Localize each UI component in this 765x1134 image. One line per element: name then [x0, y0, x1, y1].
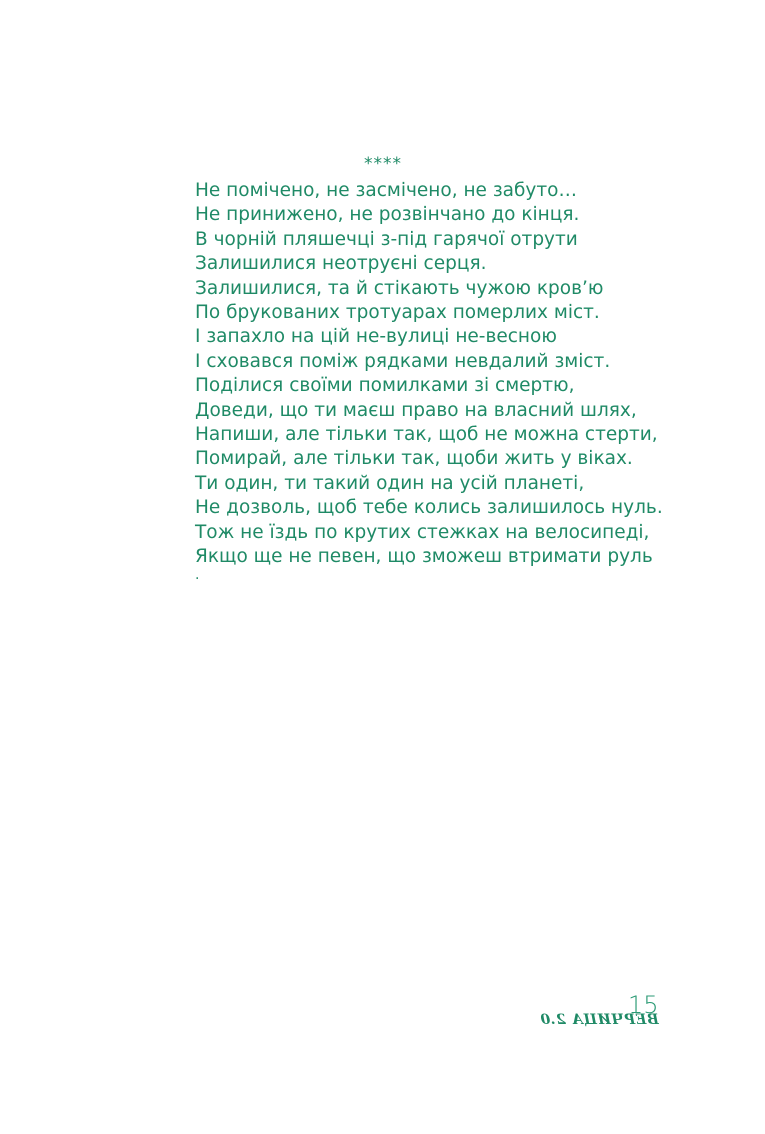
- poem-line: Якщо ще не певен, що зможеш втримати руль: [195, 546, 653, 568]
- poem-line: По брукованих тротуарах померлих міст.: [195, 302, 600, 324]
- poem-line: Напиши, але тільки так, щоб не можна стерти,: [195, 424, 658, 446]
- page-number: 15: [628, 991, 659, 1019]
- poem-line: Залишилися неотруєні серця.: [195, 253, 487, 275]
- poem-line: Не помічено, не засмічено, не забуто…: [195, 180, 577, 201]
- poem-line: І запахло на цій не-вулиці не-весною: [195, 326, 557, 348]
- poem-line: Не дозволь, щоб тебе колись залишилось нуль.: [195, 497, 663, 519]
- poem-trailing-dot: .: [195, 566, 200, 583]
- poem-line: Тож не їздь по крутих стежках на велосипеді,: [195, 521, 650, 543]
- publisher-logo: ВЕРЧИЦА 2.0: [540, 1012, 659, 1028]
- poem-line: Ти один, ти такий один на усій планеті,: [195, 472, 585, 494]
- section-separator: ****: [364, 154, 402, 174]
- poem-line: Поділися своїми помилками зі смертю,: [195, 375, 575, 397]
- poem-line: Не принижено, не розвінчано до кінця.: [195, 204, 580, 226]
- poem-body: [195, 179, 665, 582]
- poem-line: В чорній пляшечці з-під гарячої отрути: [195, 228, 578, 250]
- poem-line: Доведи, що ти маєш право на власний шлях,: [195, 399, 637, 421]
- poem-line: І сховався поміж рядками невдалий зміст.: [195, 350, 611, 372]
- poem-line: Помирай, але тільки так, щоби жить у віках.: [195, 448, 633, 470]
- poem-line: Залишилися, та й стікають чужою кров’ю: [195, 277, 604, 299]
